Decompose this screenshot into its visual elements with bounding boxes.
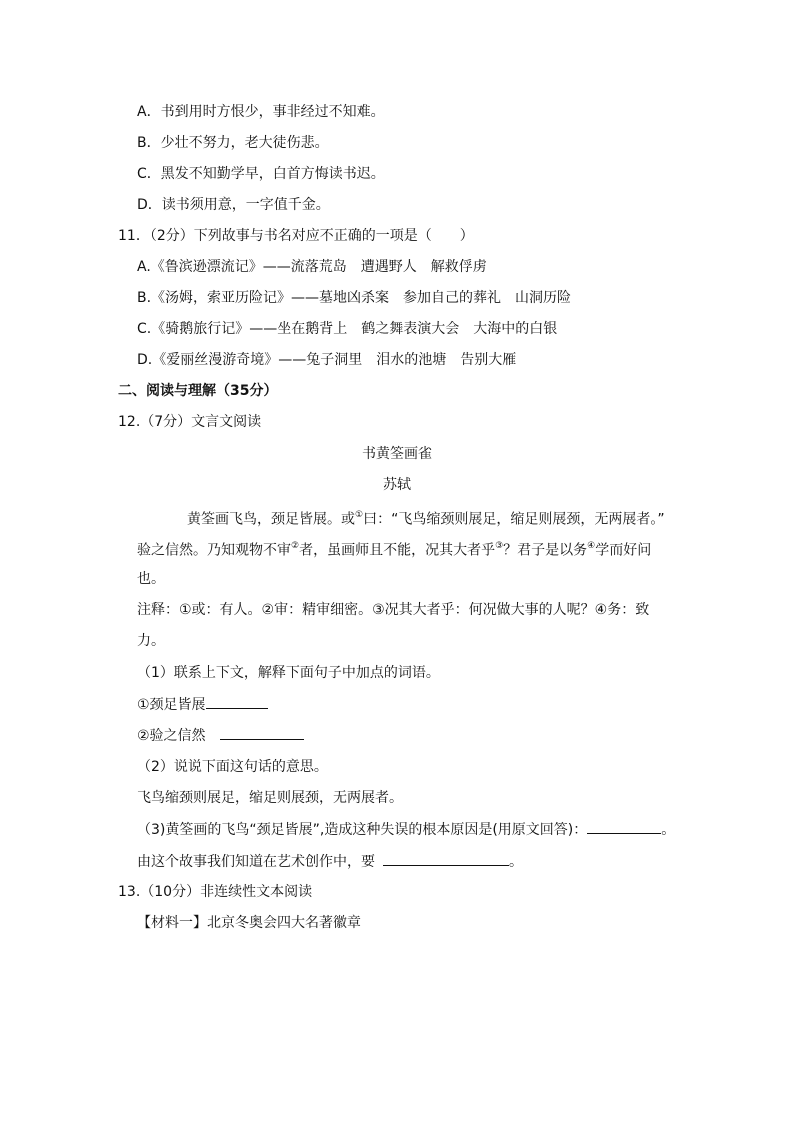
answer-blank[interactable]	[587, 819, 661, 834]
q13-stem: 13.（10分）非连续性文本阅读	[118, 884, 313, 900]
q11-stem: 11．（2分）下列故事与书名对应不正确的一项是（ ）	[118, 228, 474, 244]
footnote-marker: ③	[495, 541, 504, 551]
q11-option-d: D.《爱丽丝漫游奇境》——兔子洞里 泪水的池塘 告别大雁	[137, 352, 517, 368]
item-label: ①颈足皆展	[137, 697, 206, 713]
q10-option-c: C．黑发不知勤学早，白首方悔读书迟。	[137, 166, 385, 182]
passage-author: 苏轼	[383, 477, 411, 493]
notes-line-2: 力。	[137, 633, 165, 649]
footnote-marker: ②	[291, 541, 300, 551]
sub-question-3	[137, 819, 675, 840]
footnote-marker: ①	[355, 510, 364, 520]
sub-question-2: （2）说说下面这句话的意思。	[137, 759, 328, 775]
passage-line-2	[137, 537, 651, 561]
section-heading: 二、阅读与理解（35分）	[118, 383, 278, 399]
answer-blank[interactable]	[220, 725, 304, 740]
passage-text: 者，虽画师且不能，况其大者乎	[299, 542, 496, 559]
material-1-heading: 【材料一】北京冬奥会四大名著徽章	[137, 915, 361, 931]
sub-question-1-item-2	[137, 725, 304, 746]
answer-blank[interactable]	[383, 851, 509, 866]
q10-option-b: B．少壮不努力，老大徒伤悲。	[137, 135, 329, 151]
passage-text: 黄筌画飞鸟，颈足皆展。或	[187, 511, 355, 528]
passage-text: 验之信然。乃知观物不审	[137, 542, 291, 559]
q10-option-a: A．书到用时方恨少，事非经过不知难。	[137, 104, 385, 120]
sub-question-1-item-1	[137, 694, 268, 715]
q11-option-b: B.《汤姆，索亚历险记》——墓地凶杀案 参加自己的葬礼 山洞历险	[137, 290, 572, 306]
item-label: ②验之信然	[137, 728, 206, 744]
punctuation: 。	[661, 822, 676, 838]
sub-question-2-sentence: 飞鸟缩颈则展足，缩足则展颈，无两展者。	[137, 790, 403, 806]
passage-line-3: 也。	[137, 571, 165, 587]
question-text: （3)黄筌画的飞鸟“颈足皆展”,造成这种失误的根本原因是(用原文回答)：	[137, 822, 588, 838]
passage-text: ？君子是以务	[503, 542, 588, 559]
passage-text: 学而好问	[595, 542, 652, 559]
q11-option-c: C.《骑鹅旅行记》——坐在鹅背上 鹤之舞表演大会 大海中的白银	[137, 321, 558, 337]
footnote-marker: ④	[587, 541, 596, 551]
answer-blank[interactable]	[206, 694, 268, 709]
passage-text: 曰：“飞鸟缩颈则展足，缩足则展颈，无两展者。”	[363, 511, 665, 528]
question-text: 由这个故事我们知道在艺术创作中，要	[137, 854, 375, 870]
notes-line-1: 注释：①或：有人。②审：精审细密。③况其大者乎：何况做大事的人呢？④务：致	[137, 602, 650, 618]
sub-question-1: （1）联系上下文，解释下面句子中加点的词语。	[137, 665, 440, 681]
punctuation: 。	[509, 854, 523, 870]
q12-stem: 12.（7分）文言文阅读	[118, 414, 262, 430]
passage-title: 书黄筌画雀	[362, 446, 432, 462]
q10-option-d: D．读书须用意，一字值千金。	[137, 197, 330, 213]
q11-option-a: A.《鲁滨逊漂流记》——流落荒岛 遭遇野人 解救俘虏	[137, 259, 487, 275]
passage-line-1	[187, 506, 665, 530]
sub-question-3-b	[137, 851, 523, 872]
